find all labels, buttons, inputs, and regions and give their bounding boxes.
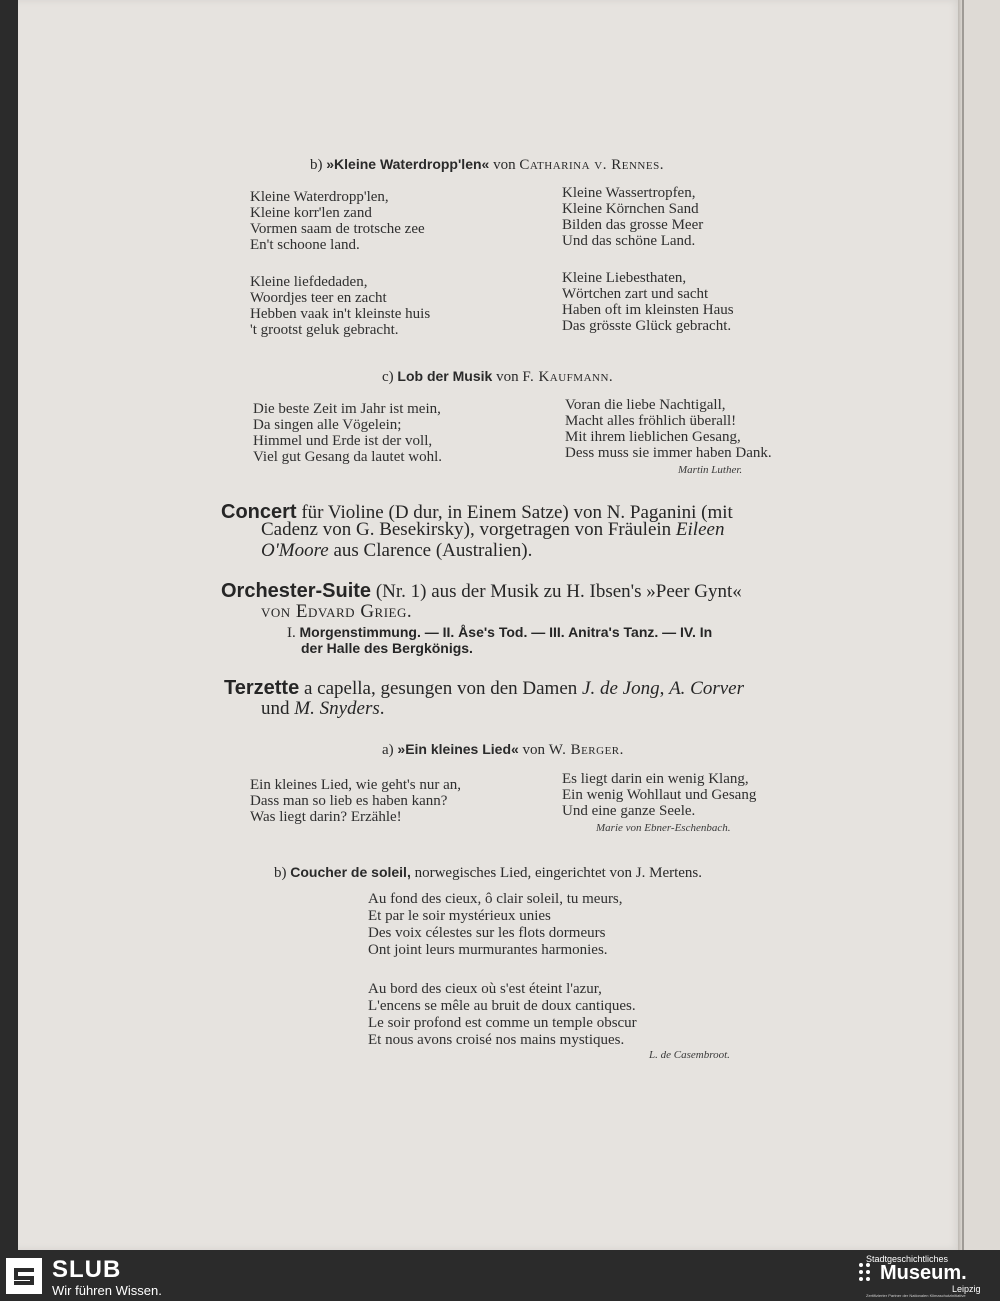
program-item-text: Cadenz von G. Besekirsky), vorgetragen von Fräulein — [261, 519, 672, 540]
program-item-text: und — [261, 698, 290, 719]
section-heading-lob — [382, 368, 613, 386]
lyric-line: Hebben vaak in't kleinste huis — [250, 306, 431, 322]
program-item-concert-line3 — [261, 539, 532, 563]
lyric-line: 't grootst geluk gebracht. — [250, 322, 399, 338]
lyric-line: Und das schöne Land. — [562, 233, 696, 249]
lyric-line: Kleine Liebesthaten, — [562, 270, 687, 286]
piece-title: Coucher de soleil, — [290, 864, 411, 880]
program-item-text: aus Clarence (Australien). — [333, 540, 533, 561]
piece-description: norwegisches Lied, eingerichtet von J. Mertens. — [414, 865, 703, 881]
piece-title: »Ein kleines Lied« — [397, 741, 519, 757]
performer-name: O'Moore — [261, 540, 329, 561]
lyric-line: Dass man so lieb es haben kann? — [250, 793, 448, 809]
program-item-title: Concert — [221, 501, 297, 523]
lyric-line: Et nous avons croisé nos mains mystiques. — [368, 1032, 625, 1048]
section-label: b) — [310, 157, 323, 173]
slub-brand-name: SLUB — [52, 1256, 122, 1283]
section-heading-waterdroppen — [310, 156, 664, 174]
slub-logo-icon — [6, 1258, 42, 1294]
section-heading-kleines-lied — [382, 741, 624, 759]
partner-label: Stadtgeschichtliches — [866, 1254, 949, 1264]
lyric-line: Haben oft im kleinsten Haus — [562, 302, 734, 318]
partner-name: Museum. — [880, 1262, 967, 1284]
piece-title: »Kleine Waterdropp'len« — [326, 156, 490, 172]
program-item-text: a capella, gesungen von den Damen — [303, 678, 578, 699]
composer-name: F. Kaufmann. — [522, 369, 614, 385]
lyric-line: Kleine liefdedaden, — [250, 274, 368, 290]
lyric-line: Vormen saam de trotsche zee — [250, 221, 425, 237]
by-word: von — [522, 742, 546, 758]
program-item-terzette-line2 — [261, 697, 384, 721]
performer-name: M. Snyders — [294, 698, 380, 719]
lyric-line: Bilden das grosse Meer — [562, 217, 704, 233]
poem-signature: Martin Luther. — [678, 464, 743, 476]
lyric-line: En't schoone land. — [250, 237, 360, 253]
lyric-line: Und eine ganze Seele. — [562, 803, 696, 819]
program-item-text: (Nr. 1) aus der Musik zu H. Ibsen's »Peer Gynt« — [375, 581, 742, 602]
lyric-line: Kleine Waterdropp'len, — [250, 189, 389, 205]
program-item-text: für Violine (D dur, in Einem Satze) von N. Paganini (mit — [301, 502, 733, 523]
lyric-line: Au fond des cieux, ô clair soleil, tu meurs, — [368, 891, 623, 907]
suite-movements-line2 — [301, 640, 473, 658]
section-heading-coucher — [274, 864, 702, 882]
by-word: von — [496, 369, 519, 385]
lyric-line: Das grösste Glück gebracht. — [562, 318, 732, 334]
composer-name: von Edvard Grieg. — [261, 601, 413, 622]
by-word: von — [493, 157, 516, 173]
punctuation: . — [379, 698, 385, 719]
lyric-line: Kleine Wassertropfen, — [562, 185, 696, 201]
lyric-line: Des voix célestes sur les flots dormeurs — [368, 925, 606, 941]
punctuation: , — [659, 678, 665, 699]
footer-bar — [0, 1250, 1000, 1301]
lyric-line: Kleine korr'len zand — [250, 205, 372, 221]
partner-note: Zertifizierter Partner der Nationalen Klimaschutzinitiative — [866, 1293, 966, 1298]
composer-name: Catharina v. Rennes. — [519, 157, 664, 173]
performer-name: J. de Jong — [582, 678, 660, 699]
performer-name: Eileen — [675, 519, 725, 540]
lyric-line: Ont joint leurs murmurantes harmonies. — [368, 942, 608, 958]
lyric-line: Was liegt darin? Erzähle! — [250, 809, 402, 825]
piece-title: Lob der Musik — [397, 368, 493, 384]
lyric-line: Voran die liebe Nachtigall, — [565, 397, 726, 413]
lyric-line: Le soir profond est comme un temple obscur — [368, 1015, 637, 1031]
program-item-suite-line2 — [261, 600, 412, 624]
lyric-line: L'encens se mêle au bruit de doux cantiques. — [368, 998, 636, 1014]
lyric-line: Macht alles fröhlich überall! — [565, 413, 737, 429]
partner-city: Leipzig — [952, 1284, 981, 1294]
program-item-title: Orchester-Suite — [221, 580, 372, 602]
slub-tagline: Wir führen Wissen. — [52, 1283, 162, 1298]
lyric-line: Au bord des cieux où s'est éteint l'azur, — [368, 981, 602, 997]
lyric-line: Ein wenig Wohllaut und Gesang — [562, 787, 757, 803]
performer-name: A. Corver — [669, 678, 745, 699]
section-label: a) — [382, 742, 394, 758]
lyric-line: Et par le soir mystérieux unies — [368, 908, 551, 924]
lyric-line: Dess muss sie immer haben Dank. — [565, 445, 772, 461]
poem-signature: Marie von Ebner-Eschenbach. — [596, 822, 731, 834]
section-label: b) — [274, 865, 287, 881]
lyric-line: Es liegt darin ein wenig Klang, — [562, 771, 749, 787]
composer-name: W. Berger. — [548, 742, 624, 758]
program-item-title: Terzette — [224, 677, 300, 699]
lyric-line: Wörtchen zart und sacht — [562, 286, 709, 302]
lyric-line: Da singen alle Vögelein; — [253, 417, 402, 433]
lyric-line: Ein kleines Lied, wie geht's nur an, — [250, 777, 461, 793]
lyric-line: Himmel und Erde ist der voll, — [253, 433, 433, 449]
lyric-line: Die beste Zeit im Jahr ist mein, — [253, 401, 441, 417]
poem-signature: L. de Casembroot. — [649, 1049, 730, 1061]
adjacent-page-edge — [962, 0, 1000, 1250]
lyric-line: Viel gut Gesang da lautet wohl. — [253, 449, 443, 465]
movement-list: der Halle des Bergkönigs. — [301, 640, 473, 656]
lyric-line: Woordjes teer en zacht — [250, 290, 387, 306]
movement-number: I. — [287, 625, 296, 641]
lyric-line: Mit ihrem lieblichen Gesang, — [565, 429, 741, 445]
section-label: c) — [382, 369, 394, 385]
movement-list: Morgenstimmung. — II. Åse's Tod. — III. Anitra's Tanz. — IV. In — [299, 624, 713, 640]
lyric-line: Kleine Körnchen Sand — [562, 201, 699, 217]
museum-logo-icon — [856, 1260, 876, 1290]
